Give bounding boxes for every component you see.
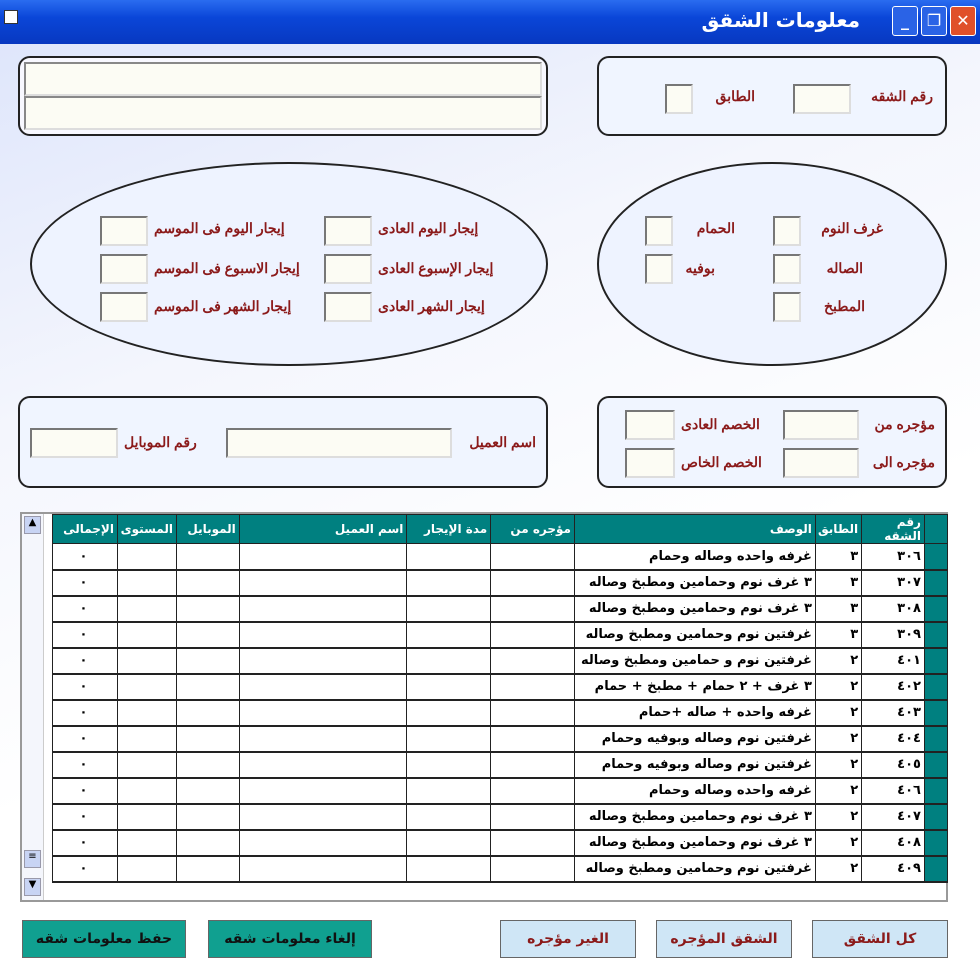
mobile-label: رقم الموبايل (124, 434, 197, 450)
table-cell[interactable]: ٣٠٨ (862, 596, 925, 622)
column-header[interactable]: الوصف (574, 515, 815, 544)
table-cell[interactable] (491, 622, 575, 648)
table-row[interactable] (53, 648, 948, 674)
row-selector[interactable] (924, 622, 947, 648)
table-cell[interactable]: ٢ (815, 830, 861, 856)
table-cell[interactable] (117, 804, 176, 830)
minimize-icon[interactable]: _ (892, 6, 918, 36)
table-cell[interactable] (491, 804, 575, 830)
table-cell[interactable]: ٤٠٩ (862, 856, 925, 882)
table-cell[interactable] (117, 726, 176, 752)
table-cell[interactable] (176, 726, 239, 752)
table-cell[interactable] (176, 544, 239, 570)
table-cell[interactable]: ٠ (53, 648, 118, 674)
table-cell[interactable]: ٣ (815, 596, 861, 622)
apartments-table (52, 514, 948, 883)
special-discount-input[interactable] (625, 448, 675, 478)
row-selector[interactable] (924, 648, 947, 674)
table-cell[interactable] (239, 648, 407, 674)
row-selector[interactable] (924, 804, 947, 830)
table-cell[interactable] (176, 570, 239, 596)
table-cell[interactable]: غرفتين نوم وصاله وبوفيه وحمام (574, 752, 815, 778)
table-cell[interactable]: ٣٠٩ (862, 622, 925, 648)
table-row[interactable] (53, 622, 948, 648)
table-cell[interactable] (407, 726, 491, 752)
table-cell[interactable] (491, 544, 575, 570)
table-cell[interactable]: ٣ غرف + ٢ حمام + مطبخ + حمام (574, 674, 815, 700)
column-header[interactable]: الطابق (815, 515, 861, 544)
table-cell[interactable]: ٠ (53, 674, 118, 700)
apartment-panel (597, 56, 947, 136)
notes-field-2[interactable] (24, 96, 542, 130)
table-row[interactable] (53, 830, 948, 856)
table-cell[interactable] (491, 856, 575, 882)
row-selector[interactable] (924, 700, 947, 726)
floor-label: الطابق (715, 88, 755, 104)
table-cell[interactable]: ٤٠٥ (862, 752, 925, 778)
table-cell[interactable] (117, 570, 176, 596)
week-season-label: إيجار الاسبوع فى الموسم (154, 260, 300, 276)
row-selector[interactable] (924, 570, 947, 596)
buffet-input[interactable] (645, 254, 673, 284)
table-cell[interactable] (407, 622, 491, 648)
table-cell[interactable] (491, 752, 575, 778)
normal-discount-input[interactable] (625, 410, 675, 440)
table-cell[interactable]: غرفتين نوم وحمامين ومطبخ وصاله (574, 856, 815, 882)
table-cell[interactable]: ٠ (53, 830, 118, 856)
table-row[interactable] (53, 804, 948, 830)
table-cell[interactable] (239, 804, 407, 830)
close-icon[interactable]: ✕ (950, 6, 976, 36)
vertical-scrollbar[interactable] (22, 514, 44, 900)
app-icon (4, 10, 18, 24)
table-cell[interactable] (407, 674, 491, 700)
table-cell[interactable]: ٢ (815, 674, 861, 700)
column-header[interactable]: رقم الشقه (862, 515, 925, 544)
bedrooms-label: غرف النوم (821, 220, 883, 236)
table-cell[interactable]: ٣ (815, 570, 861, 596)
table-cell[interactable]: ٣ (815, 622, 861, 648)
table-row[interactable] (53, 544, 948, 570)
table-cell[interactable] (176, 804, 239, 830)
table-cell[interactable] (491, 778, 575, 804)
hall-label: الصاله (826, 260, 863, 276)
table-row[interactable] (53, 726, 948, 752)
table-cell[interactable]: ٠ (53, 778, 118, 804)
table-cell[interactable] (407, 648, 491, 674)
table-cell[interactable]: غرفتين نوم وصاله وبوفيه وحمام (574, 726, 815, 752)
table-cell[interactable] (117, 830, 176, 856)
table-cell[interactable] (117, 674, 176, 700)
table-cell[interactable]: ٢ (815, 726, 861, 752)
table-cell[interactable] (176, 674, 239, 700)
cancel-apartment-button[interactable]: إلغاء معلومات شقه (208, 920, 372, 958)
week-normal-input[interactable] (324, 254, 372, 284)
table-cell[interactable] (239, 726, 407, 752)
table-cell[interactable]: ٣ غرف نوم وحمامين ومطبخ وصاله (574, 596, 815, 622)
table-row[interactable] (53, 674, 948, 700)
table-cell[interactable] (176, 622, 239, 648)
week-normal-label: إيجار الإسبوع العادى (378, 260, 494, 276)
table-cell[interactable] (176, 752, 239, 778)
table-cell[interactable] (491, 570, 575, 596)
apartment-number-label: رقم الشقه (871, 88, 933, 104)
client-name-input[interactable] (226, 428, 452, 458)
table-cell[interactable] (239, 570, 407, 596)
table-cell[interactable] (117, 596, 176, 622)
table-row[interactable] (53, 752, 948, 778)
rent-panel (30, 162, 548, 366)
row-selector[interactable] (924, 674, 947, 700)
scroll-thumb[interactable]: ≡ (24, 850, 41, 868)
table-cell[interactable]: ٣ غرف نوم وحمامين ومطبخ وصاله (574, 804, 815, 830)
row-selector[interactable] (924, 596, 947, 622)
column-header[interactable]: مؤجره من (491, 515, 575, 544)
table-cell[interactable] (117, 700, 176, 726)
table-cell[interactable]: ٠ (53, 570, 118, 596)
day-season-label: إيجار اليوم فى الموسم (154, 220, 285, 236)
table-cell[interactable] (239, 674, 407, 700)
table-cell[interactable] (407, 596, 491, 622)
buffet-label: بوفيه (685, 260, 715, 276)
table-cell[interactable]: ٠ (53, 700, 118, 726)
window-title: معلومات الشقق (701, 8, 860, 32)
scroll-down-icon[interactable]: ▼ (24, 878, 41, 896)
client-name-label: اسم العميل (469, 434, 536, 450)
client-panel (18, 396, 548, 488)
all-apartments-button[interactable]: كل الشقق (812, 920, 948, 958)
table-cell[interactable]: ٠ (53, 804, 118, 830)
kitchen-input[interactable] (773, 292, 801, 322)
mobile-input[interactable] (30, 428, 118, 458)
table-cell[interactable]: غرفتين نوم و حمامين ومطبخ وصاله (574, 648, 815, 674)
table-cell[interactable] (239, 830, 407, 856)
row-selector[interactable] (924, 856, 947, 882)
row-selector[interactable] (924, 752, 947, 778)
table-cell[interactable]: ٤٠٢ (862, 674, 925, 700)
table-cell[interactable] (117, 752, 176, 778)
table-cell[interactable] (176, 830, 239, 856)
not-rented-button[interactable]: الغير مؤجره (500, 920, 636, 958)
table-cell[interactable] (239, 856, 407, 882)
table-row[interactable] (53, 856, 948, 882)
table-cell[interactable]: ٢ (815, 778, 861, 804)
table-cell[interactable]: ٤٠٣ (862, 700, 925, 726)
table-cell[interactable] (239, 622, 407, 648)
scroll-up-icon[interactable]: ▲ (24, 516, 41, 534)
table-cell[interactable] (491, 674, 575, 700)
month-normal-label: إيجار الشهر العادى (378, 298, 485, 314)
table-cell[interactable] (491, 830, 575, 856)
table-cell[interactable] (176, 856, 239, 882)
save-apartment-button[interactable]: حفظ معلومات شقه (22, 920, 186, 958)
table-cell[interactable]: ٠ (53, 544, 118, 570)
row-selector[interactable] (924, 830, 947, 856)
table-cell[interactable]: ٤٠٤ (862, 726, 925, 752)
table-cell[interactable]: ٢ (815, 804, 861, 830)
table-cell[interactable] (117, 622, 176, 648)
table-cell[interactable]: ٢ (815, 752, 861, 778)
table-cell[interactable] (407, 804, 491, 830)
table-cell[interactable]: ٤٠٦ (862, 778, 925, 804)
month-normal-input[interactable] (324, 292, 372, 322)
table-cell[interactable] (176, 648, 239, 674)
table-cell[interactable] (491, 700, 575, 726)
table-cell[interactable]: ٤٠٨ (862, 830, 925, 856)
kitchen-label: المطبخ (824, 298, 865, 314)
day-normal-label: إيجار اليوم العادى (378, 220, 479, 236)
table-cell[interactable] (176, 700, 239, 726)
month-season-label: إيجار الشهر فى الموسم (154, 298, 292, 314)
title-bar (0, 0, 980, 44)
table-cell[interactable] (407, 700, 491, 726)
column-header[interactable]: مدة الإيجار (407, 515, 491, 544)
table-cell[interactable] (239, 778, 407, 804)
column-header[interactable]: المستوى (117, 515, 176, 544)
table-cell[interactable]: ٤٠١ (862, 648, 925, 674)
table-row[interactable] (53, 596, 948, 622)
table-cell[interactable]: ٠ (53, 596, 118, 622)
table-cell[interactable] (407, 544, 491, 570)
rented-to-input[interactable] (783, 448, 859, 478)
hall-input[interactable] (773, 254, 801, 284)
table-cell[interactable]: غرفه واحده + صاله +حمام (574, 700, 815, 726)
table-cell[interactable] (407, 830, 491, 856)
table-cell[interactable] (117, 544, 176, 570)
table-cell[interactable]: ٤٠٧ (862, 804, 925, 830)
table-cell[interactable]: ٣٠٦ (862, 544, 925, 570)
table-cell[interactable]: ٢ (815, 648, 861, 674)
table-cell[interactable] (407, 778, 491, 804)
table-cell[interactable] (117, 856, 176, 882)
table-cell[interactable] (176, 778, 239, 804)
row-selector[interactable] (924, 778, 947, 804)
table-cell[interactable]: ٣ غرف نوم وحمامين ومطبخ وصاله (574, 830, 815, 856)
table-cell[interactable]: غرفه واحده وصاله وحمام (574, 778, 815, 804)
table-cell[interactable]: غرفه واحده وصاله وحمام (574, 544, 815, 570)
table-cell[interactable] (117, 778, 176, 804)
table-cell[interactable] (407, 752, 491, 778)
table-cell[interactable]: ٠ (53, 726, 118, 752)
rented-button[interactable]: الشقق المؤجره (656, 920, 792, 958)
table-cell[interactable]: ٣ (815, 544, 861, 570)
restore-icon[interactable]: ❐ (921, 6, 947, 36)
normal-discount-label: الخصم العادى (681, 416, 760, 432)
table-cell[interactable] (407, 856, 491, 882)
bathroom-input[interactable] (645, 216, 673, 246)
row-selector[interactable] (924, 726, 947, 752)
table-cell[interactable]: ٠ (53, 752, 118, 778)
day-season-input[interactable] (100, 216, 148, 246)
table-cell[interactable] (491, 648, 575, 674)
table-cell[interactable]: ٣٠٧ (862, 570, 925, 596)
table-cell[interactable] (491, 726, 575, 752)
rented-from-input[interactable] (783, 410, 859, 440)
table-cell[interactable]: ٢ (815, 856, 861, 882)
column-header[interactable]: الإجمالى (53, 515, 118, 544)
bathroom-label: الحمام (696, 220, 735, 236)
table-row[interactable] (53, 700, 948, 726)
rooms-panel (597, 162, 947, 366)
week-season-input[interactable] (100, 254, 148, 284)
apartments-grid[interactable] (20, 512, 948, 902)
discount-panel (597, 396, 947, 488)
table-cell[interactable]: ٢ (815, 700, 861, 726)
month-season-input[interactable] (100, 292, 148, 322)
column-header[interactable]: الموبايل (176, 515, 239, 544)
row-selector[interactable] (924, 544, 947, 570)
table-cell[interactable] (239, 596, 407, 622)
table-cell[interactable] (176, 596, 239, 622)
table-cell[interactable]: ٠ (53, 622, 118, 648)
table-cell[interactable] (491, 596, 575, 622)
table-row[interactable] (53, 778, 948, 804)
table-cell[interactable]: ٣ غرف نوم وحمامين ومطبخ وصاله (574, 570, 815, 596)
bedrooms-input[interactable] (773, 216, 801, 246)
table-cell[interactable]: ٠ (53, 856, 118, 882)
day-normal-input[interactable] (324, 216, 372, 246)
table-cell[interactable]: غرفتين نوم وحمامين ومطبخ وصاله (574, 622, 815, 648)
rented-to-label: مؤجره الى (872, 454, 935, 470)
table-cell[interactable] (239, 544, 407, 570)
row-selector-header (924, 515, 947, 544)
table-row[interactable] (53, 570, 948, 596)
column-header[interactable]: اسم العميل (239, 515, 407, 544)
floor-input[interactable] (665, 84, 693, 114)
rented-from-label: مؤجره من (874, 416, 935, 432)
notes-panel (18, 56, 548, 136)
table-cell[interactable] (239, 752, 407, 778)
notes-field-1[interactable] (24, 62, 542, 96)
special-discount-label: الخصم الخاص (681, 454, 762, 470)
table-cell[interactable] (239, 700, 407, 726)
apartment-number-input[interactable] (793, 84, 851, 114)
table-cell[interactable] (117, 648, 176, 674)
table-cell[interactable] (407, 570, 491, 596)
